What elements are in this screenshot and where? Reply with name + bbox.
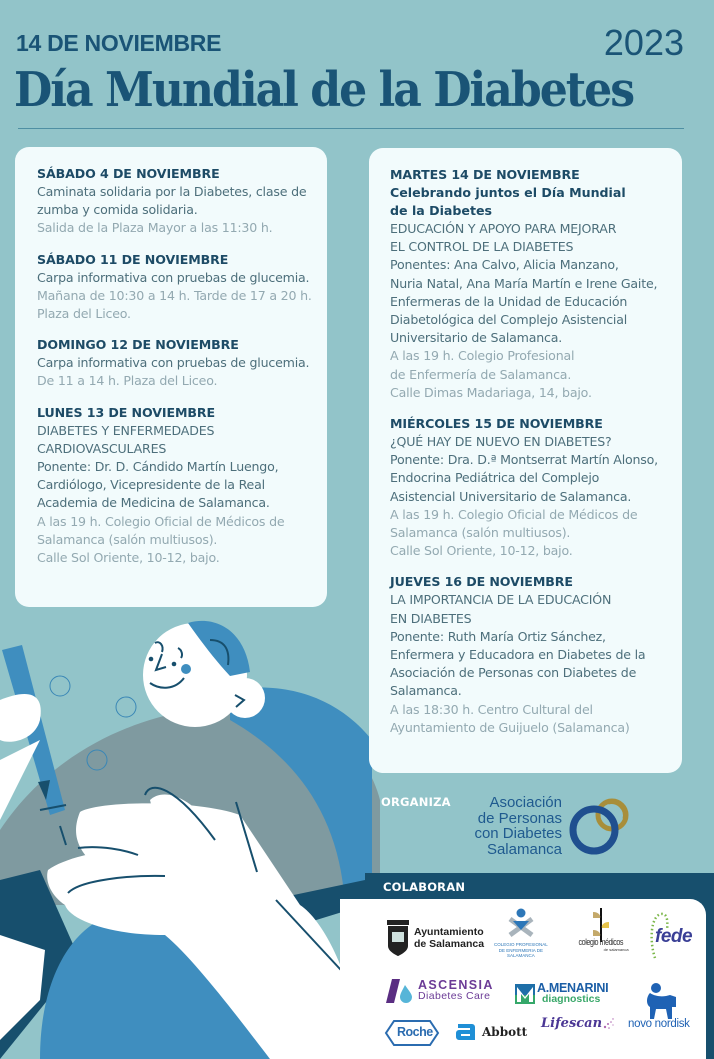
- event-day: DOMINGO 12 DE NOVIEMBRE: [37, 337, 239, 353]
- event-description: Carpa informativa con pruebas de glucemia.: [37, 355, 310, 371]
- sparkle-icon: [602, 1017, 616, 1031]
- event-location: Calle Sol Oriente, 10-12, bajo.: [390, 543, 573, 559]
- event-subtitle: Celebrando juntos el Día Mundial: [390, 185, 626, 200]
- event-description: EDUCACIÓN Y APOYO PARA MEJORAR: [390, 221, 617, 236]
- event-description: Academia de Medicina de Salamanca.: [37, 495, 270, 511]
- page-title: Día Mundial de la Diabetes: [14, 62, 634, 118]
- organizer-name-line: con Diabetes: [474, 825, 562, 842]
- event-description: Cardiólogo, Vicepresidente de la Real: [37, 477, 265, 493]
- event-description: Nuria Natal, Ana María Martín e Irene Gaite,: [390, 275, 658, 291]
- logo-menarini: A.MENARINI diagnostics: [515, 983, 608, 1005]
- coat-of-arms-icon: [386, 920, 410, 956]
- logo-colegio-medicos: colegio médicos de salamanca: [573, 908, 629, 952]
- event-item: [390, 415, 662, 560]
- event-item: [37, 251, 312, 324]
- collaborators-label: COLABORAN: [383, 880, 466, 894]
- event-description: Carpa informativa con pruebas de glucemia.: [37, 269, 310, 285]
- drop-icon: [386, 979, 414, 1003]
- logo-ascensia: ASCENSIA Diabetes Care: [386, 979, 494, 1003]
- event-description: Universitario de Salamanca.: [390, 330, 563, 346]
- event-description: Enfermeras de la Unidad de Educación: [390, 293, 628, 309]
- event-description: Enfermera y Educadora en Diabetes de la: [390, 647, 646, 663]
- event-description: Ponente: Ruth María Ortiz Sánchez,: [390, 628, 606, 644]
- interlocked-rings-icon: [568, 795, 636, 857]
- event-description: EN DIABETES: [390, 610, 472, 626]
- event-location: A las 19 h. Colegio Oficial de Médicos de: [390, 506, 638, 522]
- event-description: Endocrina Pediátrica del Complejo: [390, 470, 600, 486]
- logo-lifescan: Lifescan: [541, 1016, 616, 1031]
- event-location: Calle Dimas Madariaga, 14, bajo.: [390, 384, 592, 400]
- menarini-m-icon: [515, 984, 535, 1004]
- event-day: MIÉRCOLES 15 DE NOVIEMBRE: [390, 416, 603, 432]
- event-description: DIABETES Y ENFERMEDADES: [37, 422, 215, 438]
- event-subtitle: de la Diabetes: [390, 203, 493, 218]
- event-item: [37, 404, 307, 568]
- event-description: CARDIOVASCULARES: [37, 440, 167, 456]
- organizer-city: Salamanca: [486, 840, 562, 858]
- organizer-name-line: Asociación: [489, 794, 562, 811]
- event-location: A las 19 h. Colegio Oficial de Médicos de: [37, 513, 285, 529]
- event-description: Asistencial Universitario de Salamanca.: [390, 488, 632, 504]
- event-description: Ponentes: Ana Calvo, Alicia Manzano,: [390, 257, 619, 273]
- event-description: Asociación de Personas con Diabetes de: [390, 665, 637, 681]
- event-location: Calle Sol Oriente, 10-12, bajo.: [37, 550, 220, 566]
- event-item: [390, 573, 662, 737]
- events-card-left: [15, 147, 327, 607]
- event-location: Salamanca (salón multiusos).: [390, 525, 571, 541]
- event-location: Salamanca (salón multiusos).: [37, 531, 218, 547]
- event-location: Ayuntamiento de Guijuelo (Salamanca): [390, 719, 630, 735]
- event-item: [37, 165, 307, 238]
- event-day: MARTES 14 DE NOVIEMBRE: [390, 167, 580, 182]
- event-description: Salamanca.: [390, 683, 462, 699]
- abbott-a-icon: [455, 1022, 477, 1042]
- organizer-name: [440, 795, 562, 857]
- logo-roche: Roche: [384, 1019, 440, 1047]
- logo-abbott: Abbott: [455, 1022, 527, 1042]
- header-divider: [18, 128, 684, 129]
- organizer-label: ORGANIZA: [381, 795, 451, 809]
- event-item: [37, 336, 310, 390]
- event-location: Salida de la Plaza Mayor a las 11:30 h.: [37, 220, 273, 236]
- header-year: 2023: [603, 22, 684, 63]
- event-location: A las 18:30 h. Centro Cultural del: [390, 701, 593, 717]
- events-card-right: [369, 148, 682, 773]
- event-description: zumba y comida solidaria.: [37, 202, 198, 218]
- event-description: EL CONTROL DE LA DIABETES: [390, 239, 574, 255]
- logo-colegio-enfermeria: COLEGIO PROFESIONAL DE ENFERMERIA DE SALAMANCA: [494, 908, 548, 959]
- logo-fede: fede: [647, 910, 692, 948]
- event-location: A las 19 h. Colegio Profesional: [390, 348, 575, 364]
- event-day: SÁBADO 4 DE NOVIEMBRE: [37, 166, 220, 181]
- header-date: 14 DE NOVIEMBRE: [16, 30, 222, 56]
- dotted-arc-icon: [647, 910, 669, 960]
- event-location: de Enfermería de Salamanca.: [390, 366, 572, 382]
- apis-bull-icon: [640, 983, 678, 1021]
- event-description: Ponente: Dr. D. Cándido Martín Luengo,: [37, 459, 279, 475]
- organizer-name-line: de Personas: [477, 809, 562, 827]
- nurse-figure-icon: [507, 908, 535, 940]
- event-day: LUNES 13 DE NOVIEMBRE: [37, 404, 216, 420]
- event-day: JUEVES 16 DE NOVIEMBRE: [390, 574, 573, 590]
- event-location: Plaza del Liceo.: [37, 306, 131, 322]
- logo-novo-nordisk: novo nordisk: [628, 983, 690, 1030]
- event-location: Mañana de 10:30 a 14 h. Tarde de 17 a 20 h.: [37, 287, 312, 303]
- event-description: Ponente: Dra. D.ª Montserrat Martín Alonso,: [390, 452, 658, 468]
- event-description: LA IMPORTANCIA DE LA EDUCACIÓN: [390, 592, 612, 608]
- event-day: SÁBADO 11 DE NOVIEMBRE: [37, 251, 229, 267]
- event-description: ¿QUÉ HAY DE NUEVO EN DIABETES?: [390, 434, 612, 450]
- event-description: Caminata solidaria por la Diabetes, clase de: [37, 184, 307, 199]
- logo-ayuntamiento: Ayuntamiento de Salamanca: [386, 920, 484, 956]
- event-description: Diabetológica del Complejo Asistencial: [390, 312, 628, 328]
- event-location: De 11 a 14 h. Plaza del Liceo.: [37, 373, 218, 389]
- event-item: [390, 166, 662, 402]
